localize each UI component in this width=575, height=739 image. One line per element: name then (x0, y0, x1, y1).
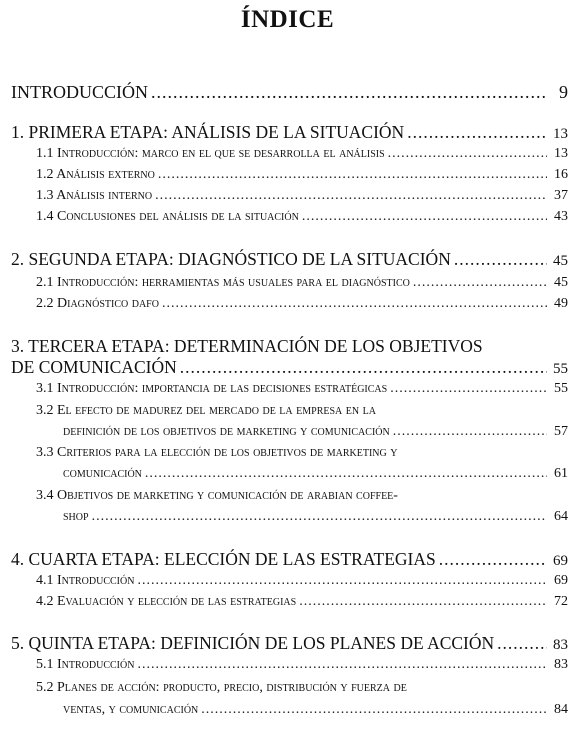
leader-dots (390, 381, 547, 397)
toc-page-number: 83 (554, 657, 568, 672)
toc-section-label: 2.1 Introducción: herramientas más usuales para el diagnóstico (36, 275, 410, 290)
toc-chapter-1 (11, 122, 568, 143)
toc-section (36, 167, 568, 183)
leader-dots (158, 167, 547, 183)
leader-dots (151, 82, 547, 103)
leader-dots (155, 188, 547, 204)
toc-section-line1: 3.2 El efecto de madurez del mercado de la empresa en la (36, 403, 376, 418)
toc-chapter-5 (11, 633, 568, 654)
toc-section-label: 5.1 Introducción (36, 657, 135, 672)
toc-page-number: 69 (553, 553, 568, 569)
toc-page-number: 64 (554, 509, 568, 524)
toc-section-label: ventas, y comunicación (63, 702, 199, 717)
leader-dots (407, 122, 547, 143)
toc-section-label: 1.2 Análisis externo (36, 167, 155, 182)
toc-page-number: 69 (554, 573, 568, 588)
leader-dots (454, 249, 547, 270)
toc-section (36, 594, 568, 610)
toc-section-label: 1.3 Análisis interno (36, 188, 153, 203)
toc-section (36, 188, 568, 204)
toc-section (36, 209, 568, 225)
leader-dots (497, 633, 547, 654)
leader-dots (393, 424, 547, 440)
toc-section-line1: 3.3 Criterios para la elección de los objetivos de marketing y (36, 445, 398, 460)
toc-chapter-4 (11, 549, 568, 570)
toc-page-number: 9 (559, 82, 568, 102)
leader-dots (92, 509, 547, 525)
toc-section-label: 1.4 Conclusiones del análisis de la situación (36, 209, 299, 224)
toc-section (36, 573, 568, 589)
toc-page-number: 55 (554, 381, 568, 396)
toc-page-number: 16 (554, 167, 568, 182)
toc-page-number: 55 (553, 361, 568, 377)
toc-section (63, 509, 568, 525)
toc-page-number: 37 (554, 188, 568, 203)
leader-dots (302, 209, 547, 225)
toc-page-number: 13 (553, 126, 568, 142)
toc-page-number: 61 (554, 466, 568, 481)
toc-section (36, 657, 568, 673)
toc-entry-introduction (11, 82, 568, 103)
leader-dots (145, 466, 547, 482)
leader-dots (388, 146, 547, 162)
toc-chapter-label: 5. QUINTA ETAPA: DEFINICIÓN DE LOS PLANES DE ACCIÓN (11, 633, 495, 653)
toc-chapter-label: DE COMUNICACIÓN (11, 357, 177, 377)
toc-section (36, 146, 568, 162)
toc-section (36, 296, 568, 312)
leader-dots (413, 275, 547, 291)
leader-dots (201, 702, 547, 718)
toc-chapter-label: 2. SEGUNDA ETAPA: DIAGNÓSTICO DE LA SITUACIÓN (11, 249, 451, 269)
toc-section-label: 2.2 Diagnóstico dafo (36, 296, 159, 311)
toc-section-label: 1.1 Introducción: marco en el que se desarrolla el análisis (36, 146, 385, 161)
toc-page-number: 83 (553, 637, 568, 653)
page-title: ÍNDICE (240, 6, 335, 33)
toc-section (36, 275, 568, 291)
toc-page-number: 84 (554, 702, 568, 717)
toc-chapter-3-line1: 3. TERCERA ETAPA: DETERMINACIÓN DE LOS OBJETIVOS (11, 336, 483, 356)
leader-dots (439, 549, 547, 570)
toc-chapter-label: 4. CUARTA ETAPA: ELECCIÓN DE LAS ESTRATEGIAS (11, 549, 436, 569)
toc-section-label: 4.1 Introducción (36, 573, 135, 588)
toc-page-number: 49 (554, 296, 568, 311)
toc-section-line1: 5.2 Planes de acción: producto, precio, distribución y fuerza de (36, 680, 407, 695)
leader-dots (180, 357, 547, 378)
toc-page-number: 43 (554, 209, 568, 224)
toc-section (63, 424, 568, 440)
toc-section-label: 4.2 Evaluación y elección de las estrategias (36, 594, 297, 609)
toc-section-label: 3.1 Introducción: importancia de las decisiones estratégicas (36, 381, 388, 396)
toc-chapter-label: 1. PRIMERA ETAPA: ANÁLISIS DE LA SITUACIÓN (11, 122, 405, 142)
toc-section-label: definición de los objetivos de marketing y comunicación (63, 424, 390, 439)
leader-dots (137, 573, 547, 589)
toc-section (63, 466, 568, 482)
toc-chapter-3 (11, 357, 568, 378)
toc-page-number: 45 (553, 253, 568, 269)
toc-section-line1: 3.4 Objetivos de marketing y comunicación de arabian coffee- (36, 488, 398, 503)
leader-dots (137, 657, 547, 673)
toc-entry-label: INTRODUCCIÓN (11, 82, 148, 102)
toc-chapter-2 (11, 249, 568, 270)
toc-page-number: 57 (554, 424, 568, 439)
toc-page-number: 45 (554, 275, 568, 290)
toc-page-number: 13 (554, 146, 568, 161)
toc-section (63, 702, 568, 718)
toc-section-label: shop (63, 509, 89, 524)
toc-page-number: 72 (554, 594, 568, 609)
leader-dots (162, 296, 547, 312)
toc-section (36, 381, 568, 397)
leader-dots (299, 594, 547, 610)
toc-section-label: comunicación (63, 466, 142, 481)
